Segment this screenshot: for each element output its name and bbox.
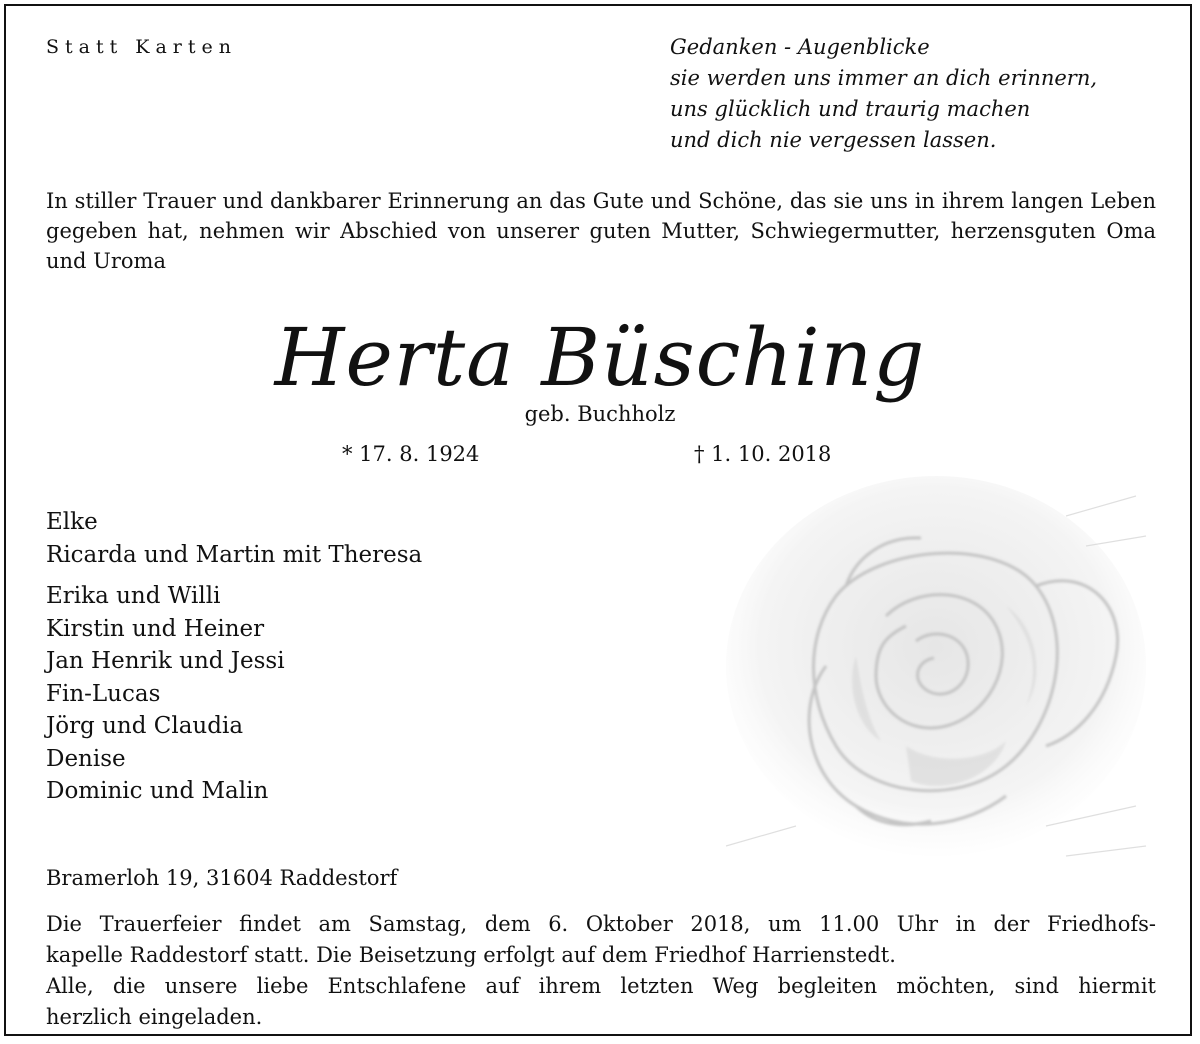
poem-line: sie werden uns immer an dich erinnern, [670,66,1098,90]
family-member: Fin-Lucas [46,680,161,707]
death-date: † 1. 10. 2018 [694,442,832,466]
birth-date: * 17. 8. 1924 [342,442,480,466]
family-member: Jörg und Claudia [46,713,244,739]
family-member: Elke [46,509,98,535]
notice-line: Alle, die unsere liebe Entschlafene auf ihrem letzten Weg begleiten möchten, sind hiermit [46,974,1156,998]
intro-text: In stiller Trauer und dankbarer Erinnerung an das Gute und Schöne, das sie uns in ihrem langen Leben gegeben hat, nehmen wir Abschied von unserer guten Mutter, Schwiegermutter, herzensguten Oma und Uroma [46,189,1156,273]
family-member: Jan Henrik und Jessi [46,648,285,674]
family-member: Erika und Willi [46,583,221,609]
poem-line: und dich nie vergessen lassen. [670,128,997,152]
family-list [46,506,422,808]
family-member: Dominic und Malin [46,778,269,804]
family-member: Denise [46,745,126,772]
deceased-name: Herta Büsching [274,311,926,404]
poem-line: Gedanken - Augenblicke [670,35,930,59]
family-member: Ricarda und Martin mit Theresa [46,541,423,568]
poem-line: uns glücklich und traurig machen [670,97,1031,121]
notice-line: kapelle Raddestorf statt. Die Beisetzung erfolgt auf dem Friedhof Harrienstedt. [46,943,896,967]
family-member: Kirstin und Heiner [46,615,265,642]
address: Bramerloh 19, 31604 Raddestorf [46,866,398,890]
statt-karten-label: Statt Karten [46,36,238,58]
funeral-notice [46,909,1156,1033]
rose-icon [706,476,1156,886]
birth-name: geb. Buchholz [524,402,676,426]
notice-line: herzlich eingeladen. [46,1005,263,1029]
notice-line: Die Trauerfeier findet am Samstag, dem 6. Oktober 2018, um 11.00 Uhr in der Friedhofs- [46,912,1156,936]
poem [670,32,1097,156]
family-group-spacer [46,571,422,580]
